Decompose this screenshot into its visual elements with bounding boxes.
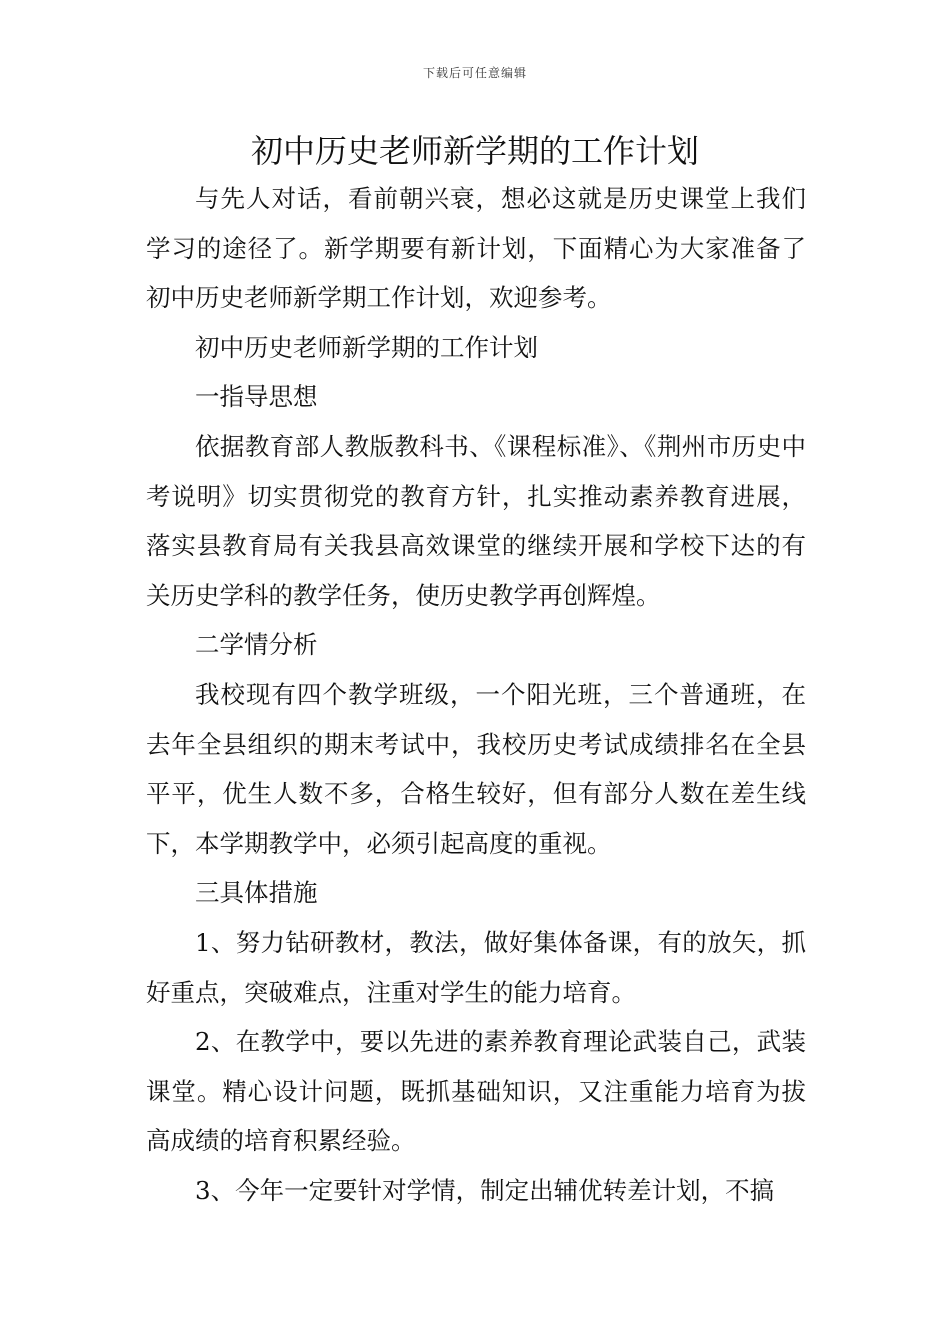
paragraph-intro: 与先人对话，看前朝兴衰，想必这就是历史课堂上我们学习的途径了。新学期要有新计划，下面精心为大家准备了初中历史老师新学期工作计划，欢迎参考。 (146, 184, 806, 313)
header-note: 下载后可任意编辑 (422, 66, 527, 80)
document-title: 初中历史老师新学期的工作计划 (250, 132, 699, 170)
paragraph-measure-1: 1、努力钻研教材，教法，做好集体备课，有的放矢，抓好重点，突破难点，注重对学生的能力培育。 (146, 927, 806, 1007)
paragraph-guiding-ideology: 依据教育部人教版教科书、《课程标准》、《荆州市历史中考说明》切实贯彻党的教育方针，扎实推动素养教育进展，落实县教育局有关我县高效课堂的继续开展和学校下达的有关历史学科的教学任务，使历史教学再创辉煌。 (146, 431, 806, 610)
paragraph-student-analysis: 我校现有四个教学班级，一个阳光班，三个普通班，在去年全县组织的期末考试中，我校历史考试成绩排名在全县平平，优生人数不多，合格生较好，但有部分人数在差生线下，本学期教学中，必须引起高度的重视。 (146, 679, 806, 858)
paragraph-subtitle: 初中历史老师新学期的工作计划 (195, 332, 538, 362)
paragraph-measure-3: 3、今年一定要针对学情，制定出辅优转差计划，不搞 (195, 1175, 775, 1205)
section-heading-guiding-ideology: 一指导思想 (195, 382, 318, 412)
document-body (146, 174, 806, 1215)
paragraph-measure-2: 2、在教学中，要以先进的素养教育理论武装自己，武装课堂。精心设计问题，既抓基础知识，又注重能力培育为拔高成绩的培育积累经验。 (146, 1027, 806, 1156)
section-heading-measures: 三具体措施 (195, 878, 318, 908)
section-heading-student-analysis: 二学情分析 (195, 630, 318, 660)
